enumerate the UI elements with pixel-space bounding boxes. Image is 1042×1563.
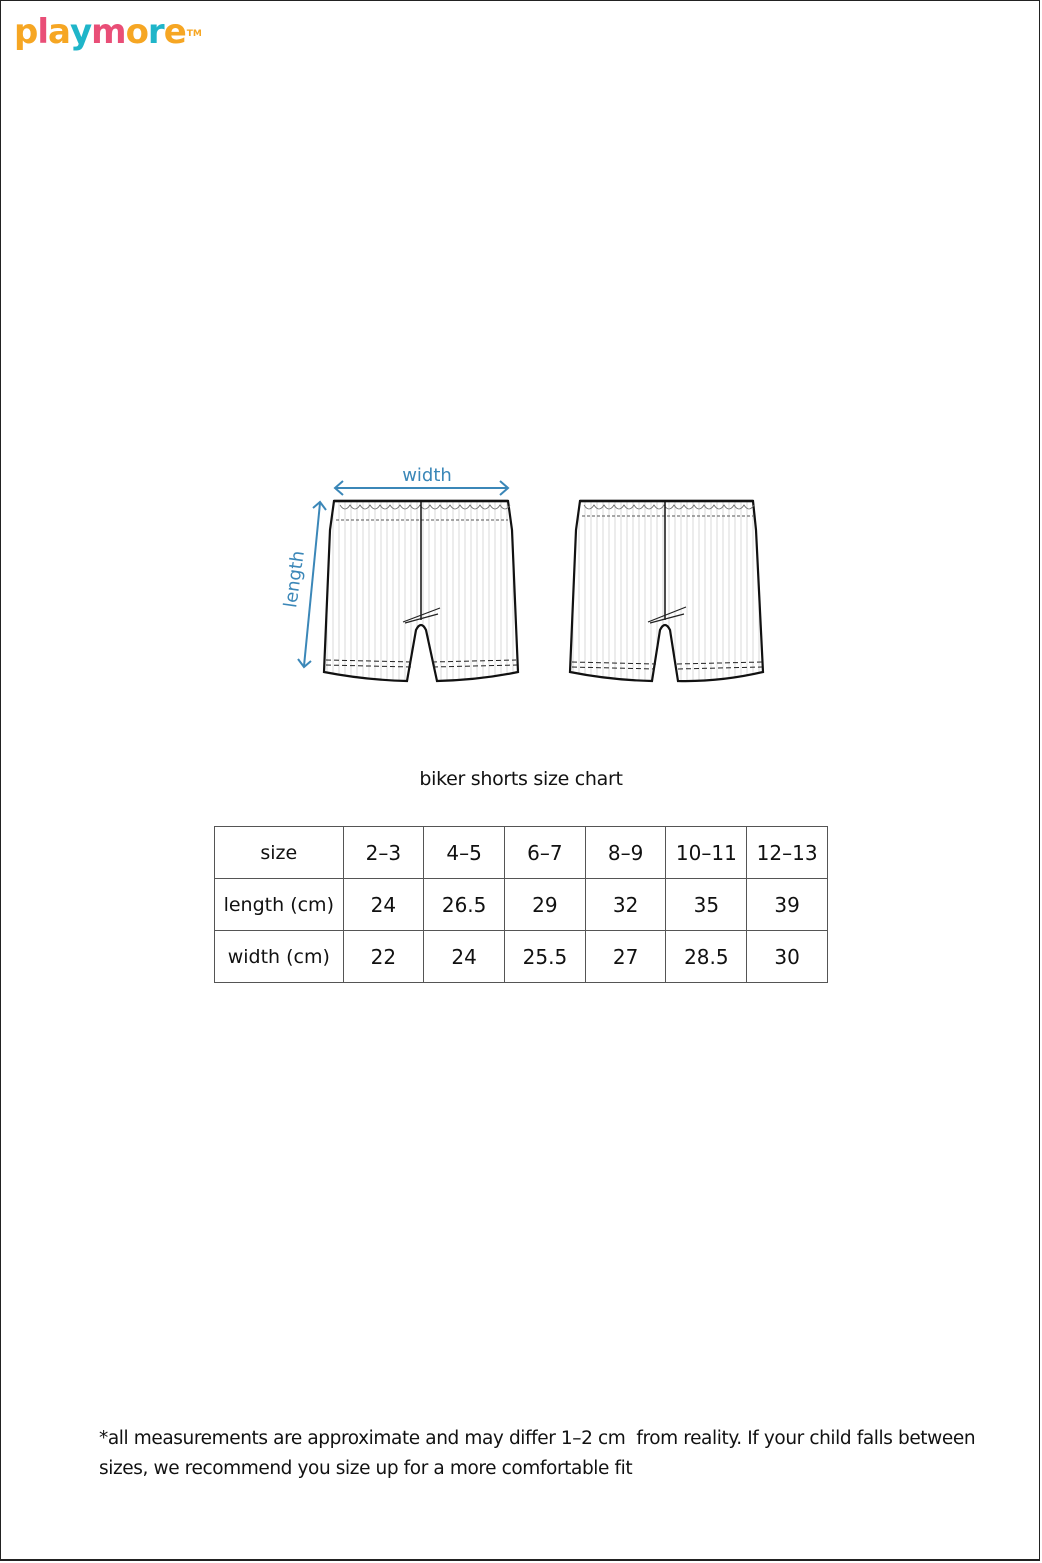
chart-title: biker shorts size chart xyxy=(419,768,623,790)
table-cell: 22 xyxy=(343,931,424,983)
table-cell: 39 xyxy=(747,879,828,931)
disclaimer-line: *all measurements are approximate and may differ 1–2 cm from reality. If your child falls between xyxy=(99,1428,976,1449)
table-cell: 26.5 xyxy=(424,879,505,931)
size-header-cell: 2–3 xyxy=(343,827,424,879)
size-header-cell: 6–7 xyxy=(505,827,586,879)
table-cell: 30 xyxy=(747,931,828,983)
logo-letter: o xyxy=(125,12,148,52)
logo-letter: p xyxy=(14,12,38,52)
table-cell: 35 xyxy=(666,879,747,931)
size-header-cell: 10–11 xyxy=(666,827,747,879)
table-row xyxy=(215,879,828,931)
shorts-illustration xyxy=(270,455,780,695)
table-row xyxy=(215,931,828,983)
disclaimer-note xyxy=(99,1424,976,1484)
table-cell: 27 xyxy=(585,931,666,983)
logo-letter: e xyxy=(163,12,186,52)
logo-letter: y xyxy=(69,12,92,52)
logo-letter: r xyxy=(147,12,164,52)
logo-letter: l xyxy=(37,12,48,52)
trademark-mark: TM xyxy=(186,29,202,39)
size-chart-table xyxy=(214,826,828,983)
logo-letter: a xyxy=(48,12,70,52)
table-cell: 24 xyxy=(424,931,505,983)
size-header-label: size xyxy=(215,827,344,879)
size-header-cell: 8–9 xyxy=(585,827,666,879)
width-label: width xyxy=(402,465,452,486)
table-cell: 25.5 xyxy=(505,931,586,983)
shorts-front-view xyxy=(298,481,518,681)
size-header-cell: 12–13 xyxy=(747,827,828,879)
logo-letter: m xyxy=(91,12,126,52)
length-label: length xyxy=(280,549,309,610)
table-header-row xyxy=(215,827,828,879)
row-label-width: width (cm) xyxy=(215,931,344,983)
row-label-length: length (cm) xyxy=(215,879,344,931)
playmore-logo xyxy=(14,12,202,56)
table-cell: 32 xyxy=(585,879,666,931)
table-cell: 28.5 xyxy=(666,931,747,983)
table-cell: 24 xyxy=(343,879,424,931)
shorts-back-view xyxy=(570,501,763,681)
disclaimer-line: sizes, we recommend you size up for a more comfortable fit xyxy=(99,1458,633,1479)
size-header-cell: 4–5 xyxy=(424,827,505,879)
table-cell: 29 xyxy=(505,879,586,931)
